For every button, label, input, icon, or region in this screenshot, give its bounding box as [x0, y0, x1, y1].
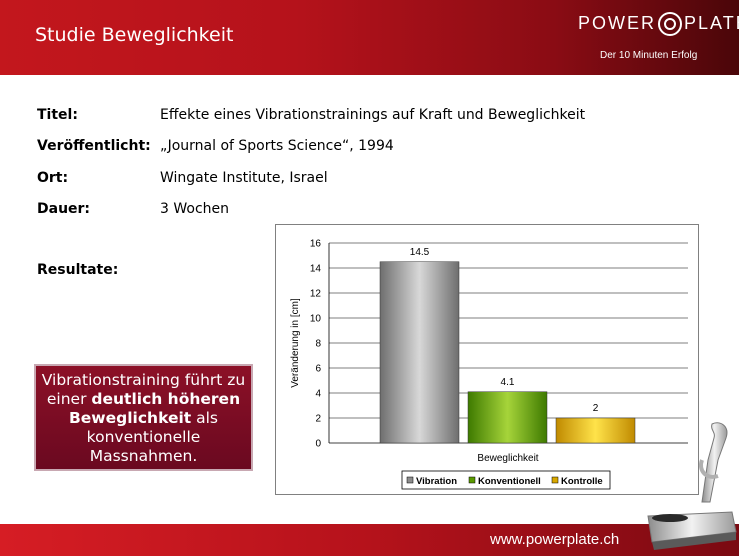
info-value: Wingate Institute, Israel	[160, 170, 328, 186]
info-value: Effekte eines Vibrationstrainings auf Kraft und Beweglichkeit	[160, 107, 586, 123]
y-axis-label: Veränderung in [cm]	[290, 298, 301, 388]
logo-ring-icon	[658, 12, 682, 36]
conclusion-callout	[34, 364, 253, 471]
power-plate-device-illustration	[640, 420, 739, 556]
info-value: 3 Wochen	[160, 201, 230, 217]
y-tick-label: 0	[315, 438, 321, 450]
y-tick-label: 16	[309, 238, 321, 250]
y-tick-label: 10	[309, 313, 321, 325]
info-label: Ort:	[37, 170, 69, 186]
callout-text-part2: als konventionelle Massnahmen.	[86, 409, 219, 465]
y-tick-labels	[310, 239, 322, 450]
info-label: Dauer:	[37, 201, 91, 217]
y-tick-label: 8	[315, 338, 321, 350]
logo-text-left: POWER	[578, 12, 657, 33]
chart-frame	[275, 224, 699, 495]
data-label-kontrolle: 2	[592, 403, 599, 414]
y-tick-label: 6	[315, 363, 321, 375]
y-tick-label: 4	[315, 388, 321, 400]
y-tick-label: 2	[315, 413, 321, 425]
y-tick-label: 14	[309, 263, 321, 275]
info-label: Veröffentlicht:	[37, 138, 151, 154]
bar-kontrolle	[556, 418, 635, 443]
legend-label-kontrolle: Kontrolle	[561, 476, 603, 487]
bar-konventionell	[468, 392, 547, 443]
bar-chart	[276, 225, 698, 494]
legend-swatch-kontrolle	[552, 477, 558, 483]
legend-label-konventionell: Konventionell	[478, 476, 541, 487]
x-axis-label: Beweglichkeit	[477, 453, 539, 464]
chart-legend	[402, 471, 610, 489]
power-plate-logo	[578, 12, 750, 36]
bar-vibration	[380, 262, 459, 443]
page-title: Studie Beweglichkeit	[35, 24, 234, 46]
legend-swatch-vibration	[407, 477, 413, 483]
results-label: Resultate:	[37, 262, 119, 278]
data-label-vibration: 14.5	[409, 246, 430, 258]
info-label: Titel:	[37, 107, 78, 123]
bars	[380, 262, 635, 443]
callout-text-bold: deutlich höheren Beweglichkeit	[68, 390, 241, 427]
y-tick-label: 12	[309, 288, 321, 300]
footer-bar	[0, 524, 739, 556]
logo-tagline: Der 10 Minuten Erfolg	[600, 50, 698, 61]
info-value: „Journal of Sports Science“, 1994	[160, 138, 394, 154]
footer-website-link[interactable]: www.powerplate.ch	[490, 531, 620, 548]
callout-text-part1: Vibrationstraining führt zu einer	[41, 371, 246, 408]
logo-text-right: PLATE	[684, 12, 750, 33]
data-label-konventionell: 4.1	[500, 376, 515, 388]
legend-label-vibration: Vibration	[416, 476, 457, 487]
legend-swatch-konventionell	[469, 477, 475, 483]
